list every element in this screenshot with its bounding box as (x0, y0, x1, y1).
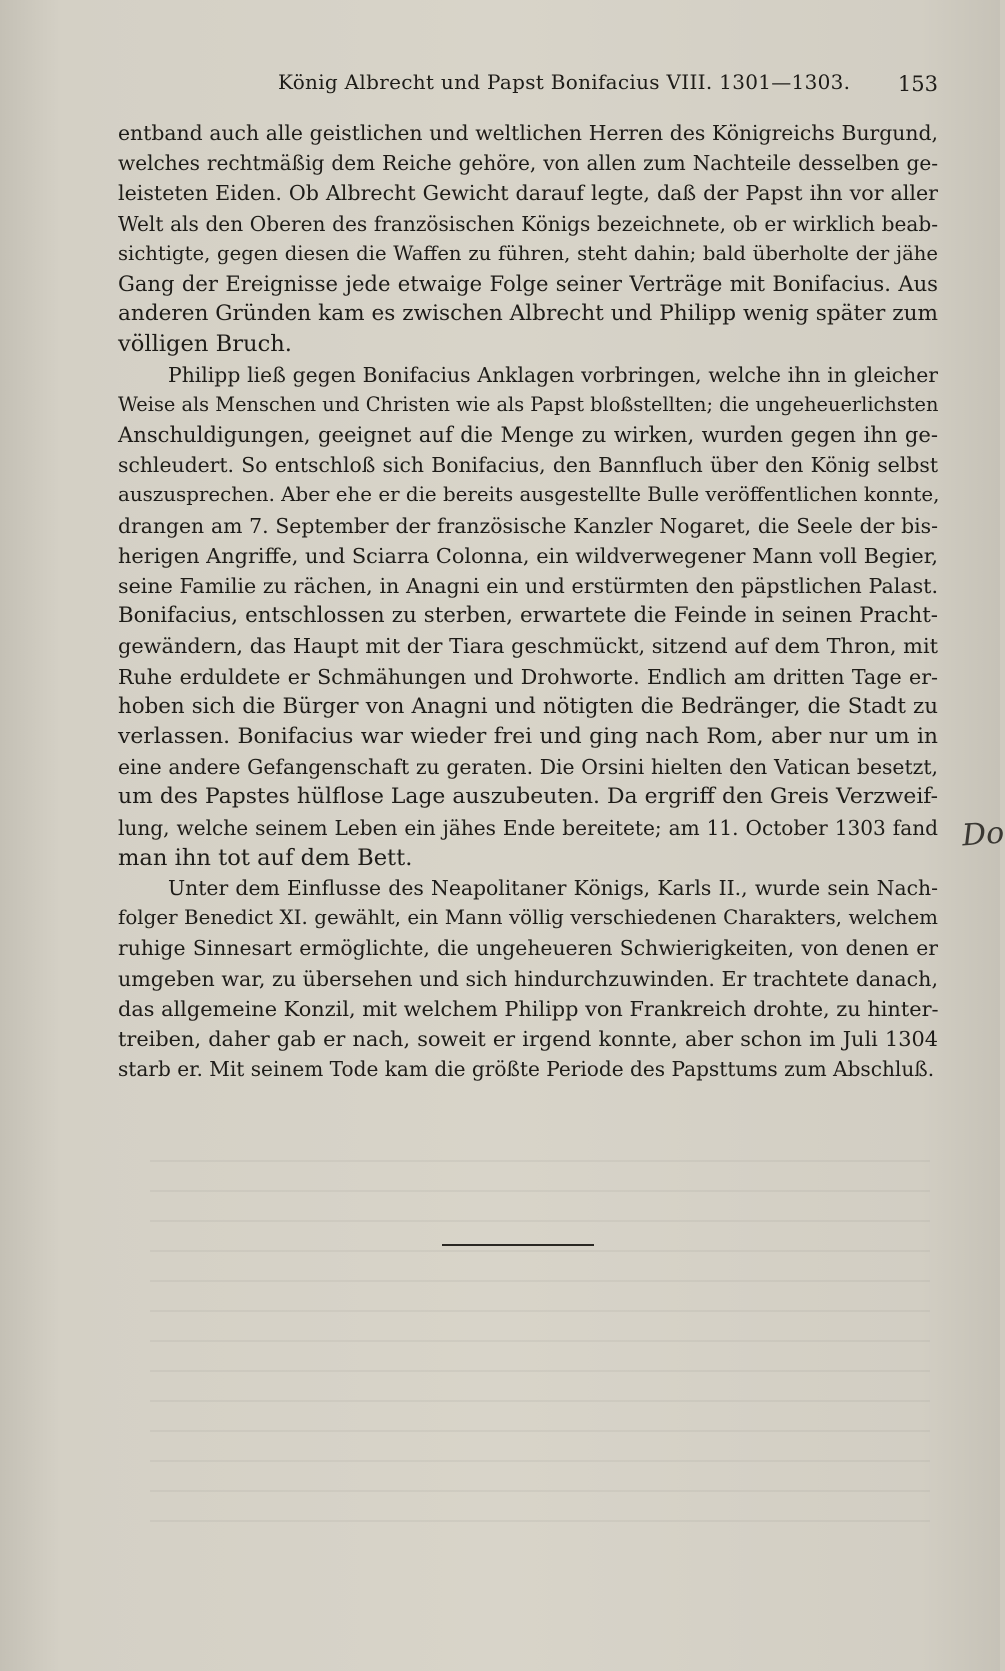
text-line: auszusprechen. Aber ehe er die bereits ausgestellte Bulle veröffentlichen konnte, (118, 483, 940, 507)
page-number: 153 (897, 72, 938, 96)
text-line: anderen Gründen kam es zwischen Albrecht und Philipp wenig später zum (118, 301, 938, 327)
text-line: Philipp ließ gegen Bonifacius Anklagen vorbringen, welche ihn in gleicher (168, 362, 938, 387)
text-line: leisteten Eiden. Ob Albrecht Gewicht darauf legte, daß der Papst ihn vor aller (118, 181, 938, 206)
paragraph (118, 118, 938, 360)
text-line: herigen Angriffe, und Sciarra Colonna, ein wildverwegener Mann voll Begier, (118, 543, 938, 568)
text-line: hoben sich die Bürger von Anagni und nötigten die Bedränger, die Stadt zu (118, 693, 938, 719)
text-line: schleudert. So entschloß sich Bonifacius, den Bannfluch über den König selbst (118, 453, 938, 478)
text-line: entband auch alle geistlichen und weltlichen Herren des Königreichs Burgund, (118, 121, 938, 145)
text-line: Weise als Menschen und Christen wie als Papst bloßstellten; die ungeheuerlichsten (118, 392, 939, 416)
running-title: König Albrecht und Papst Bonifacius VIII. 1301—1303. (278, 70, 851, 94)
text-line: welches rechtmäßig dem Reiche gehöre, von allen zum Nachteile desselben ge- (118, 151, 938, 176)
text-line: gewändern, das Haupt mit der Tiara geschmückt, sitzend auf dem Thron, mit (118, 634, 938, 659)
text-line: Unter dem Einflusse des Neapolitaner Königs, Karls II., wurde sein Nach- (168, 876, 938, 901)
text-line: Anschuldigungen, geeignet auf die Menge zu wirken, wurden gegen ihn ge- (118, 422, 938, 448)
show-through-texture (150, 1160, 930, 1540)
handwritten-margin-note: Do (960, 815, 1005, 854)
text-line: völligen Bruch. (118, 331, 292, 358)
text-line: Ruhe erduldete er Schmähungen und Drohworte. Endlich am dritten Tage er- (118, 664, 938, 689)
page-header (118, 66, 938, 100)
text-line: starb er. Mit seinem Tode kam die größte Periode des Papsttums zum Abschluß. (118, 1057, 935, 1082)
text-line: drangen am 7. September der französische Kanzler Nogaret, die Seele der bis- (118, 513, 938, 538)
text-line: man ihn tot auf dem Bett. (118, 844, 413, 871)
text-line: folger Benedict XI. gewählt, ein Mann völlig verschiedenen Charakters, welchem (118, 906, 938, 930)
text-line: lung, welche seinem Leben ein jähes Ende bereitete; am 11. October 1303 fand (118, 815, 938, 840)
text-line: sichtigte, gegen diesen die Waffen zu führen, steht dahin; bald überholte der jähe (118, 241, 938, 265)
text-line: Gang der Ereignisse jede etwaige Folge seiner Verträge mit Bonifacius. Aus (118, 271, 938, 297)
section-end-rule (442, 1244, 594, 1246)
paragraph (118, 873, 938, 1084)
text-line: treiben, daher gab er nach, soweit er irgend konnte, aber schon im Juli 1304 (118, 1027, 938, 1052)
text-line: umgeben war, zu übersehen und sich hindurchzuwinden. Er trachtete danach, (118, 966, 938, 991)
paragraph (118, 360, 938, 873)
text-line: ruhige Sinnesart ermöglichte, die ungeheueren Schwierigkeiten, von denen er (118, 936, 938, 961)
text-line: eine andere Gefangenschaft zu geraten. Die Orsini hielten den Vatican besetzt, (118, 755, 938, 780)
text-line: seine Familie zu rächen, in Anagni ein und erstürmten den päpstlichen Palast. (118, 574, 938, 599)
text-line: verlassen. Bonifacius war wieder frei und ging nach Rom, aber nur um in (118, 724, 938, 750)
text-line: das allgemeine Konzil, mit welchem Philipp von Frankreich drohte, zu hinter- (118, 996, 939, 1021)
body-text (118, 118, 938, 1085)
text-line: Welt als den Oberen des französischen Königs bezeichnete, ob er wirklich beab- (118, 211, 938, 236)
text-line: um des Papstes hülflose Lage auszubeuten. Da ergriff den Greis Verzweif- (118, 784, 938, 810)
text-line: Bonifacius, entschlossen zu sterben, erwartete die Feinde in seinen Pracht- (118, 603, 938, 629)
